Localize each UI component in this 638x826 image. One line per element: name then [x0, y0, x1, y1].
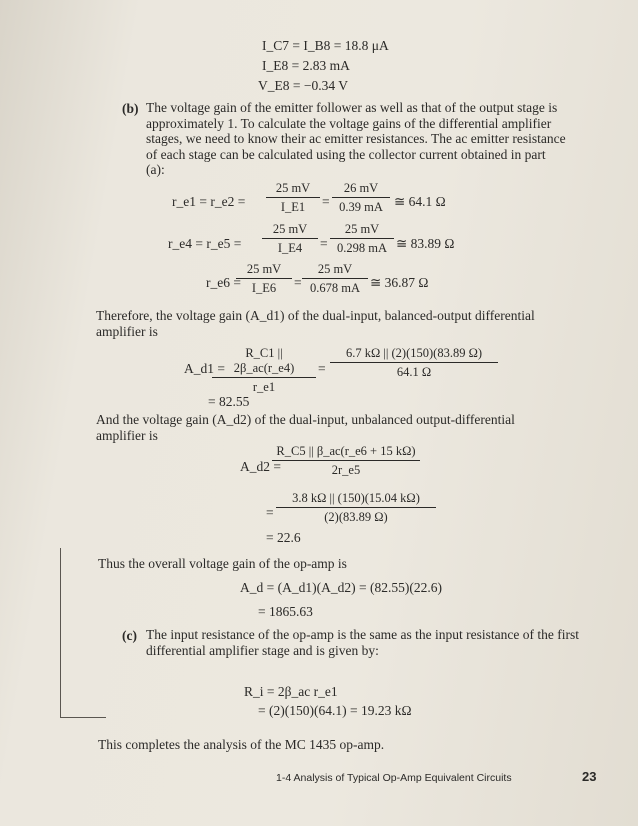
re4-fraction-2	[330, 222, 394, 256]
re1-fraction-2	[332, 181, 390, 215]
re4-denominator-1: I_E4	[277, 241, 303, 255]
ad1-intro: Therefore, the voltage gain (A_d1) of the dual-input, balanced-output differential amplifier is	[96, 308, 535, 339]
re1-fraction-1	[266, 181, 320, 215]
ad1-lhs: A_d1 =	[184, 361, 225, 376]
re6-numerator-1: 25 mV	[236, 262, 292, 279]
re4-result: ≅ 83.89 Ω	[396, 236, 455, 251]
part-c-label: (c)	[122, 628, 137, 643]
ad2-fraction-2	[276, 491, 436, 525]
overall-intro: Thus the overall voltage gain of the op-amp is	[98, 556, 347, 571]
margin-rule-foot	[60, 717, 106, 718]
ad2-result: = 22.6	[266, 530, 301, 545]
re4-numerator-2: 25 mV	[330, 222, 394, 239]
re4-numerator-1: 25 mV	[262, 222, 318, 239]
re6-lhs: r_e6 =	[206, 275, 241, 290]
ad1-denominator-2: 64.1 Ω	[396, 365, 432, 379]
re6-denominator-2: 0.678 mA	[310, 281, 360, 295]
ad1-fraction-2	[330, 346, 498, 380]
ad2-denominator-1: 2r_e5	[331, 463, 361, 477]
part-c-text: The input resistance of the op-amp is the same as the input resistance of the first differential amplifier stage and is given by:	[146, 627, 579, 658]
ad2-numerator-2: 3.8 kΩ || (150)(15.04 kΩ)	[276, 491, 436, 508]
overall-result: = 1865.63	[258, 604, 313, 619]
overall-equation: A_d = (A_d1)(A_d2) = (82.55)(22.6)	[240, 580, 442, 595]
ri-result: = (2)(150)(64.1) = 19.23 kΩ	[258, 703, 412, 718]
re1-denominator-1: I_E1	[280, 200, 306, 214]
re6-fraction-1	[236, 262, 292, 296]
ad1-numerator-1: R_C1 || 2β_ac(r_e4)	[212, 346, 316, 378]
re4-fraction-1	[262, 222, 318, 256]
re1-lhs: r_e1 = r_e2 =	[172, 194, 246, 209]
ad1-fraction-1	[212, 346, 316, 395]
ad2-lhs: A_d2 =	[240, 459, 281, 474]
re4-denominator-2: 0.298 mA	[337, 241, 387, 255]
ve8-equation: V_E8 = −0.34 V	[258, 78, 348, 93]
ri-equation: R_i = 2β_ac r_e1	[244, 684, 338, 699]
footer-section-title: 1-4 Analysis of Typical Op-Amp Equivalent Circuits	[276, 772, 512, 784]
ie8-equation: I_E8 = 2.83 mA	[262, 58, 350, 73]
ad2-equals: =	[266, 505, 274, 520]
ad1-denominator-1: r_e1	[252, 380, 276, 394]
ad2-fraction-1	[272, 444, 420, 478]
re1-numerator-2: 26 mV	[332, 181, 390, 198]
ad2-intro: And the voltage gain (A_d2) of the dual-input, unbalanced output-differential amplifier is	[96, 412, 515, 443]
re6-result: ≅ 36.87 Ω	[370, 275, 429, 290]
re6-fraction-2	[302, 262, 368, 296]
re4-equals: =	[320, 236, 328, 251]
re6-denominator-1: I_E6	[251, 281, 277, 295]
re1-equals: =	[322, 194, 330, 209]
ad1-equals: =	[318, 361, 326, 376]
ic7-equation: I_C7 = I_B8 = 18.8 μA	[262, 38, 389, 53]
part-b-label: (b)	[122, 101, 139, 116]
re1-result: ≅ 64.1 Ω	[394, 194, 446, 209]
margin-rule	[60, 548, 61, 718]
part-b-text: The voltage gain of the emitter follower as well as that of the output stage is approximately 1. To calculate the voltage gains of the differential amplifier stages, we need to know their ac emitter resistances. The ac emitter resistance of each stage can be calculated using the collector current obtained in part (a):	[146, 100, 566, 177]
re6-equals: =	[294, 275, 302, 290]
re6-numerator-2: 25 mV	[302, 262, 368, 279]
ad1-result: = 82.55	[208, 394, 250, 409]
ad1-numerator-2: 6.7 kΩ || (2)(150)(83.89 Ω)	[330, 346, 498, 363]
re1-numerator-1: 25 mV	[266, 181, 320, 198]
ad2-denominator-2: (2)(83.89 Ω)	[324, 510, 388, 524]
ad2-numerator-1: R_C5 || β_ac(r_e6 + 15 kΩ)	[272, 444, 420, 461]
re1-denominator-2: 0.39 mA	[339, 200, 383, 214]
re4-lhs: r_e4 = r_e5 =	[168, 236, 242, 251]
page-number: 23	[582, 769, 597, 784]
conclusion-text: This completes the analysis of the MC 1435 op-amp.	[98, 737, 385, 752]
